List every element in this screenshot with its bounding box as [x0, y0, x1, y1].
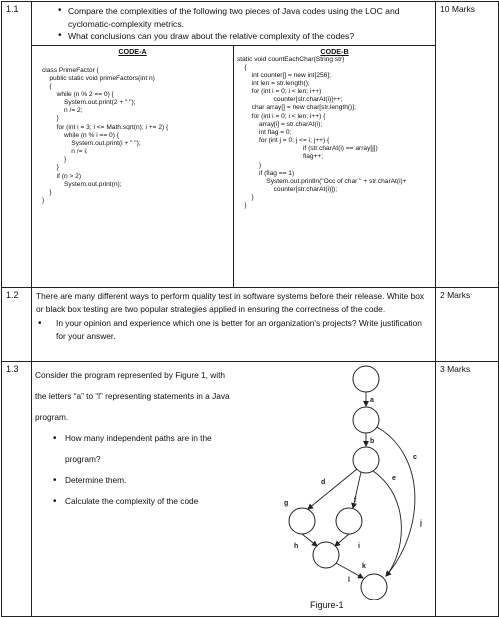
question-bullet: • Compare the complexities of the following two pieces of Java codes using the LOC and cyclomatic-complexity metrics. [56, 5, 429, 30]
code-comparison [32, 45, 435, 287]
flow-node [336, 508, 362, 534]
question-marks: 10 Marks [436, 2, 499, 288]
question-text: Consider the program represented by Figure 1, with the letters “a” to “l” representing statements in a Java program. [35, 369, 230, 422]
question-bullet: • What conclusions can you draw about the relative complexity of the codes? [56, 30, 429, 43]
question-row-1-1 [2, 2, 499, 288]
question-row-1-3 [2, 361, 499, 616]
edge-label: l [348, 576, 350, 584]
question-bullet: • How many independent paths are in the program? [35, 428, 231, 470]
exam-questions-table [1, 1, 499, 617]
flow-edge [336, 563, 363, 578]
edge-label: c [413, 453, 417, 461]
code-a-panel [32, 46, 234, 287]
edge-label: b [370, 437, 375, 445]
control-flow-graph [246, 362, 436, 600]
edge-label: h [294, 542, 299, 550]
question-content [32, 361, 436, 616]
edge-label: i [358, 542, 360, 550]
flow-edge [335, 534, 349, 546]
question-content [32, 287, 436, 361]
flow-node [361, 574, 387, 600]
flow-edge [377, 427, 415, 576]
edge-label: d [321, 478, 326, 486]
flow-node [353, 366, 379, 392]
question-number: 1.1 [2, 2, 32, 288]
code-b-panel [234, 46, 435, 287]
question-bullet: • Calculate the complexity of the code [35, 491, 231, 512]
question-number: 1.2 [2, 287, 32, 361]
question-text: There are many different ways to perform quality test in software systems before their release. White box or black box testing are two popular strategies applied in ensuring the correctness of the code. [36, 290, 425, 314]
edge-label: k [362, 562, 366, 570]
flow-edge [302, 534, 317, 546]
question-bullet: • Determine them. [35, 470, 231, 491]
question-bullet: • In your opinion and experience which one is better for an organization's projects? Write justification for your answer. [36, 317, 429, 343]
edge-label: g [284, 499, 289, 507]
flow-node [353, 407, 379, 433]
code-a-heading: CODE-A [118, 46, 147, 56]
question-marks: 3 Marks [436, 361, 499, 616]
edge-label: f [354, 496, 357, 504]
flow-node [289, 508, 315, 534]
figure-caption: Figure-1 [310, 599, 344, 610]
edge-label: e [392, 474, 396, 482]
edge-label: j [420, 519, 422, 527]
code-a-listing: class PrimeFactor { public static void primeFactors(int n) { while (n % 2 == 0) { System.out.print(2 + " "); n /= 2; } for (int i = 3; i <= Math.sqrt(n); i += 2) { while (n % i == 0) { System.out.print(i + " "); n /= i; } } if (n > 2) System.out.print(n); } } [42, 66, 169, 204]
code-b-heading: CODE-B [320, 46, 349, 56]
flow-edge [308, 469, 357, 509]
question-number: 1.3 [2, 361, 32, 616]
code-b-listing: static void countEachChar(String str) { int counter[] = new int[256]; int len = str.length(); for (int i = 0; i < len; i++) counter[str.charAt(i)]++; char array[] = new char[str.length()]; for (int i = 0; i < len; i++) { array[i] = str.charAt(i); int flag = 0; for (int j = 0; j <= i; j++) { if (str.charAt(i) == array[j]) flag++; } if (flag == 1) System.out.println("Occ of char " + str.charAt(i)+ counter[str.charAt(i)]); } } [237, 55, 407, 210]
question-marks: 2 Marks [436, 287, 499, 361]
question-content [32, 2, 436, 288]
question-row-1-2 [2, 287, 499, 361]
edge-label: a [370, 396, 374, 404]
